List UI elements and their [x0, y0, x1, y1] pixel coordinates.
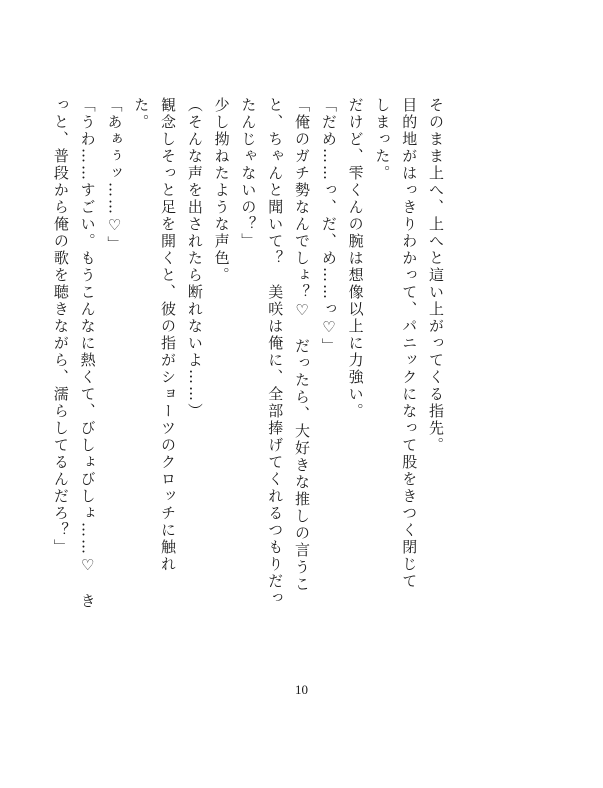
- text-line: た。: [132, 97, 151, 131]
- text-line: っと、普段から俺の歌を聴きながら、濡らしてるんだろ？」: [51, 97, 70, 556]
- text-line: そのまま上へ、上へと這い上がってくる指先。: [427, 97, 445, 454]
- text-line: と、ちゃんと聞いて？ 美咲は俺に、全部捧げてくれるつもりだっ: [266, 97, 285, 607]
- text-line: 観念しそっと足を開くと、彼の指がショーツのクロッチに触れ: [159, 97, 178, 573]
- text-line: （そんな声を出されたら断れないよ……）: [185, 97, 204, 420]
- text-line: 「うわ……すごい。もうこんなに熱くて、びしょびしょ……♡ き: [78, 97, 97, 610]
- text-line: 少し拗ねたような声色。: [212, 97, 231, 284]
- text-line: たんじゃないの？」: [239, 97, 258, 250]
- text-line: だけど、雫くんの腕は想像以上に力強い。: [346, 97, 365, 420]
- page-number: 10: [295, 682, 308, 697]
- text-line: 「だめ……っ、だ、め……っ♡」: [319, 97, 338, 355]
- text-line: 「あぁぅッ……♡」: [105, 97, 124, 253]
- text-line: 「俺のガチ勢なんでしょ？♡ だったら、大好きな推しの言うこ: [293, 97, 312, 593]
- vertical-text-body: [47, 97, 449, 633]
- text-line: しまった。: [373, 97, 392, 182]
- text-line: 目的地がはっきりわかって、パニックになって股をきつく閉じて: [400, 97, 419, 590]
